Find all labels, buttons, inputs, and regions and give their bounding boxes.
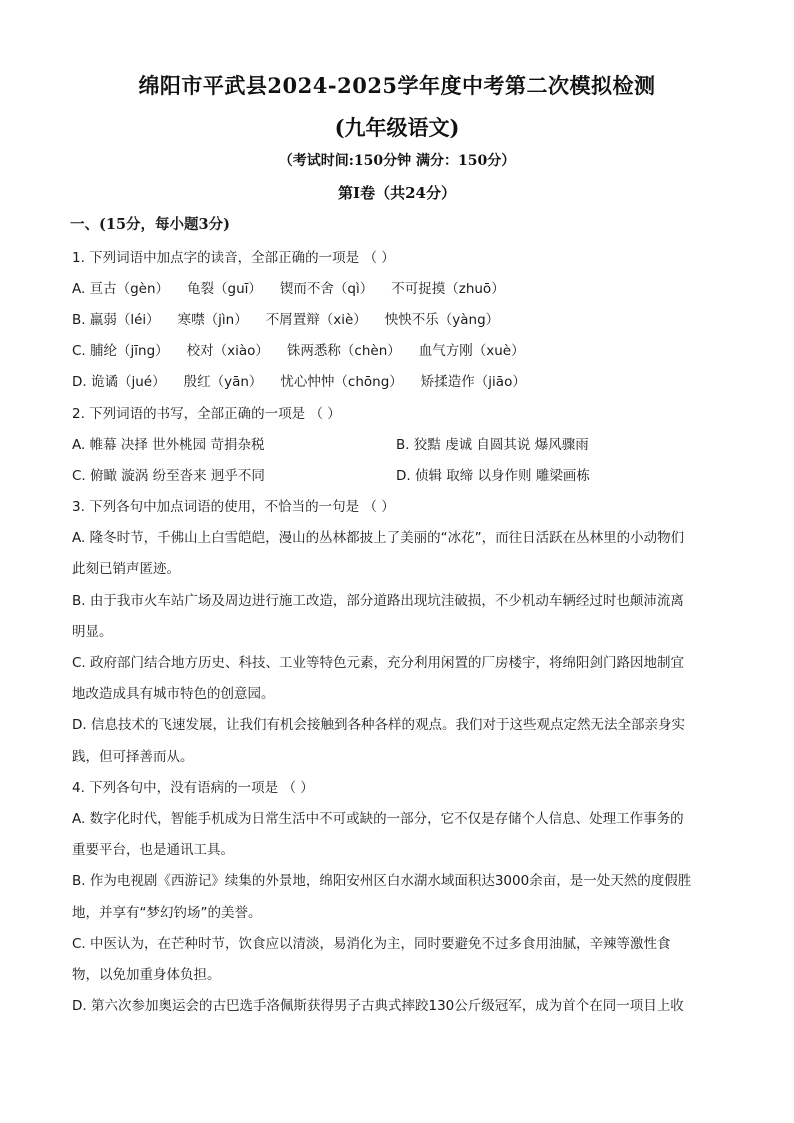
exam-title: 绵阳市平武县2024-2025学年度中考第二次模拟检测 xyxy=(138,73,656,98)
q2-stem: 2. 下列词语的书写，全部正确的一项是 （ ） xyxy=(72,406,341,422)
q1-a-item: A. 亘古（gèn） xyxy=(72,281,170,297)
q3-option-b: B. 由于我市火车站广场及周边进行施工改造，部分道路出现坑洼破损，不少机动车辆经过时也颠沛流离 xyxy=(72,593,684,609)
q3-option-c-cont: 地改造成具有城市特色的创意园。 xyxy=(72,686,275,702)
q2-option-d: D. 侦辑 取缔 以身作则 雕梁画栋 xyxy=(396,468,590,484)
q1-d-item: 忧心忡忡（chōng） xyxy=(280,374,403,390)
exam-info: （考试时间:150分钟 满分：150分） xyxy=(278,153,516,169)
q2-option-a: A. 帷幕 决择 世外桃园 苛捐杂税 xyxy=(72,437,265,453)
q1-stem: 1. 下列词语中加点字的读音，全部正确的一项是 （ ） xyxy=(72,250,395,266)
q4-option-b-cont: 地，并享有“梦幻钓场”的美誉。 xyxy=(72,905,262,921)
q1-option-b xyxy=(72,308,517,328)
q1-a-item: 龟裂（guī） xyxy=(187,281,262,297)
q1-d-item: 矫揉造作（jiāo） xyxy=(420,374,526,390)
q3-option-a: A. 隆冬时节，千佛山上白雪皑皑，漫山的丛林都披上了美丽的“冰花”，而往日活跃在丛林里的小动物们 xyxy=(72,530,685,546)
q1-option-a xyxy=(72,277,523,297)
q1-c-item: 校对（xiào） xyxy=(186,343,269,359)
q1-a-item: 锲而不舍（qì） xyxy=(279,281,374,297)
q1-b-item: 不屑置辩（xiè） xyxy=(265,312,367,328)
q1-option-d xyxy=(72,370,544,390)
q1-b-item: 怏怏不乐（yàng） xyxy=(384,312,500,328)
q1-d-item: D. 诡谲（jué） xyxy=(72,374,166,390)
q3-option-d-cont: 践，但可择善而从。 xyxy=(72,749,194,765)
q4-option-a: A. 数字化时代，智能手机成为日常生活中不可或缺的一部分，它不仅是存储个人信息、处理工作事务的 xyxy=(72,811,684,827)
q1-c-item: 血气方刚（xuè） xyxy=(418,343,525,359)
q4-stem: 4. 下列各句中，没有语病的一项是 （ ） xyxy=(72,780,314,796)
q4-option-c-cont: 物，以免加重身体负担。 xyxy=(72,967,221,983)
q3-stem: 3. 下列各句中加点词语的使用，不恰当的一句是 （ ） xyxy=(72,499,395,515)
q1-option-c xyxy=(72,339,543,359)
volume-heading: 第Ⅰ卷（共24分） xyxy=(338,184,456,202)
section-heading: 一、(15分，每小题3分) xyxy=(70,216,230,233)
q3-option-c: C. 政府部门结合地方历史、科技、工业等特色元素，充分利用闲置的厂房楼宇，将绵阳剑门路因地制宜 xyxy=(72,655,685,671)
q3-option-a-cont: 此刻已销声匿迹。 xyxy=(72,561,180,577)
q3-option-b-cont: 明显。 xyxy=(72,624,113,640)
exam-subtitle: (九年级语文) xyxy=(334,115,460,140)
q1-b-item: 寒噤（jìn） xyxy=(177,312,248,328)
q1-a-item: 不可捉摸（zhuō） xyxy=(391,281,505,297)
q1-c-item: C. 脯纶（jīng） xyxy=(72,343,169,359)
q3-option-d: D. 信息技术的飞速发展，让我们有机会接触到各种各样的观点。我们对于这些观点定然无法全部亲身实 xyxy=(72,717,685,733)
q2-option-b: B. 狡黠 虔诚 自圆其说 爆风骤雨 xyxy=(396,437,589,453)
q1-b-item: B. 羸弱（léi） xyxy=(72,312,160,328)
q4-option-c: C. 中医认为，在芒种时节，饮食应以清淡，易消化为主，同时要避免不过多食用油腻，辛辣等激性食 xyxy=(72,936,671,952)
q1-d-item: 殷红（yān） xyxy=(183,374,263,390)
q4-option-a-cont: 重要平台，也是通讯工具。 xyxy=(72,842,234,858)
q1-c-item: 铢两悉称（chèn） xyxy=(286,343,401,359)
q4-option-b: B. 作为电视剧《西游记》续集的外景地，绵阳安州区白水湖水域面积达3000余亩，是一处天然的度假胜 xyxy=(72,873,692,889)
q2-option-c: C. 俯瞰 漩涡 纷至沓来 迥乎不同 xyxy=(72,468,265,484)
q4-option-d: D. 第六次参加奥运会的古巴选手洛佩斯获得男子古典式摔跤130公斤级冠军，成为首个在同一项目上收 xyxy=(72,998,684,1014)
